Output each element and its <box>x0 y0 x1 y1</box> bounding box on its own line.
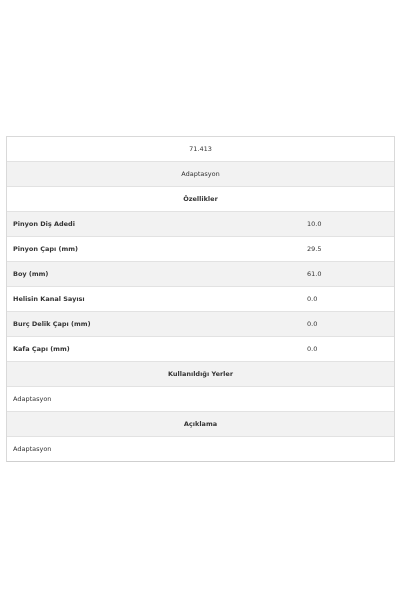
feature-row <box>7 336 394 361</box>
description-heading-row <box>7 411 394 436</box>
feature-row <box>7 261 394 286</box>
feature-value: 0.0 <box>307 319 318 328</box>
product-code-row <box>7 136 394 161</box>
feature-label: Pinyon Diş Adedi <box>13 219 75 228</box>
feature-row <box>7 236 394 261</box>
usage-text-row <box>7 386 394 411</box>
usage-text: Adaptasyon <box>13 394 52 403</box>
spec-table <box>6 136 395 462</box>
feature-value: 0.0 <box>307 294 318 303</box>
feature-row <box>7 286 394 311</box>
features-heading-row <box>7 186 394 211</box>
product-subtitle: Adaptasyon <box>181 169 220 178</box>
feature-value: 29.5 <box>307 244 322 253</box>
feature-label: Pinyon Çapı (mm) <box>13 244 78 253</box>
usage-heading: Kullanıldığı Yerler <box>167 369 234 378</box>
usage-heading-row <box>7 361 394 386</box>
description-text: Adaptasyon <box>13 444 52 453</box>
feature-label: Kafa Çapı (mm) <box>13 344 70 353</box>
feature-value: 10.0 <box>307 219 322 228</box>
feature-label: Boy (mm) <box>13 269 49 278</box>
feature-row <box>7 311 394 336</box>
features-heading: Özellikler <box>183 194 218 203</box>
feature-value: 61.0 <box>307 269 322 278</box>
description-heading: Açıklama <box>183 419 218 428</box>
product-code: 71.413 <box>189 144 212 153</box>
feature-label: Burç Delik Çapı (mm) <box>13 319 91 328</box>
feature-label: Helisin Kanal Sayısı <box>13 294 85 303</box>
product-subtitle-row <box>7 161 394 186</box>
feature-value: 0.0 <box>307 344 318 353</box>
description-text-row <box>7 436 394 461</box>
feature-row <box>7 211 394 236</box>
